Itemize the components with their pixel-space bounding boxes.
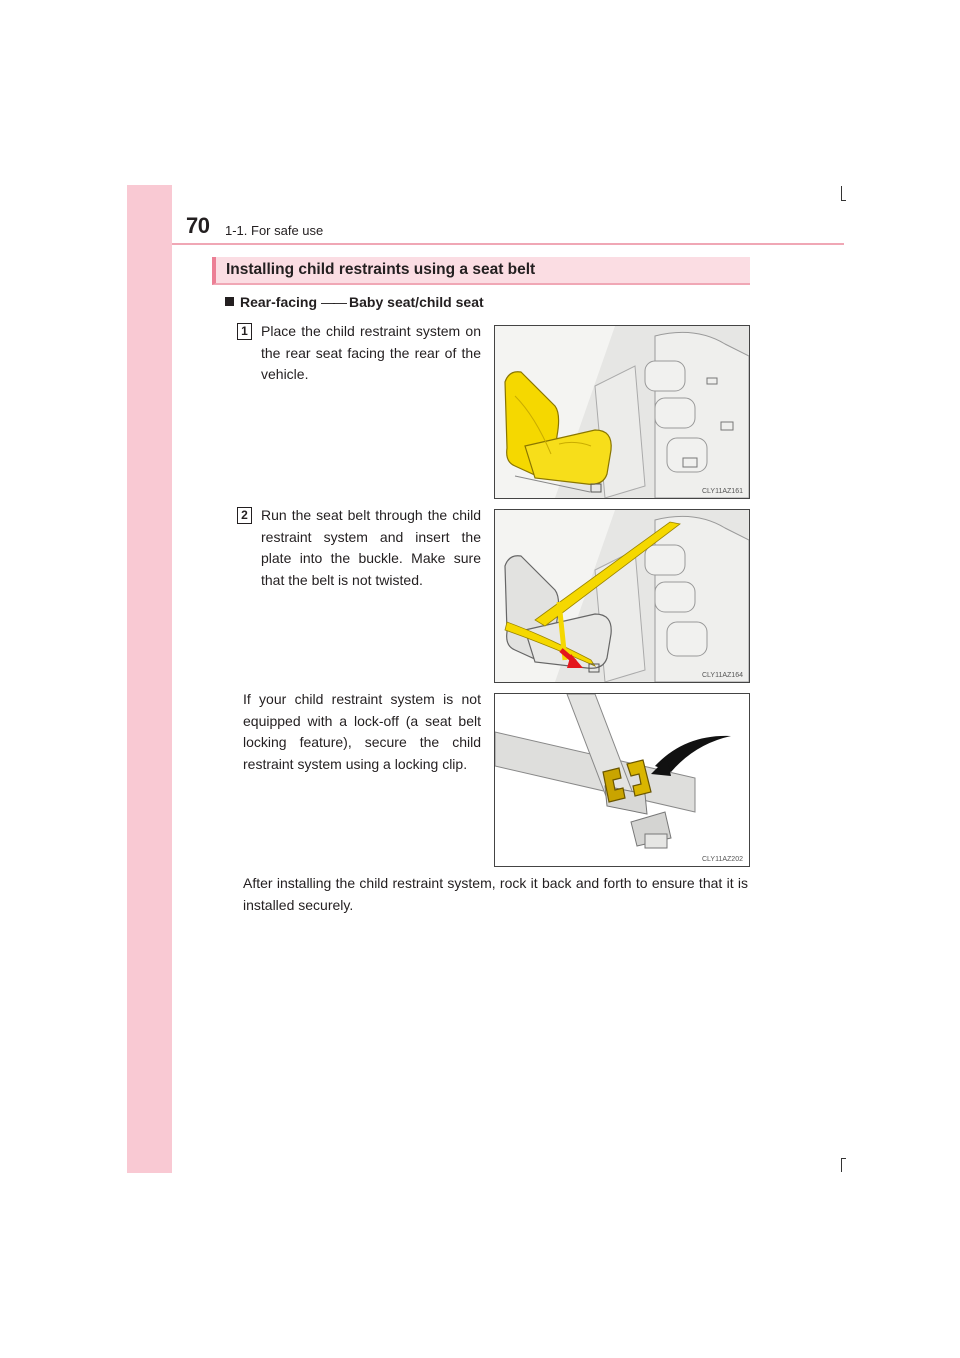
crop-mark-bottom-h bbox=[841, 1158, 846, 1159]
note-text: If your child restraint system is not equipped with a lock-off (a seat belt locking feature), secure the child restraint system using a locking clip. bbox=[243, 691, 481, 772]
figure-locking-clip bbox=[494, 693, 750, 867]
figure-2-code: CLY11AZ164 bbox=[702, 672, 743, 679]
subheading-part1: Rear-facing bbox=[240, 294, 318, 310]
crop-mark-top bbox=[841, 186, 842, 200]
subheading-dash: —— bbox=[321, 294, 346, 310]
crop-mark-bottom bbox=[841, 1158, 842, 1172]
subheading bbox=[225, 294, 484, 310]
figure-step-2 bbox=[494, 509, 750, 683]
rear-facing-seat-illustration bbox=[495, 326, 749, 498]
step-2-text: Run the seat belt through the child restraint system and insert the plate into the buckle. Make sure that the belt is not twisted. bbox=[261, 507, 481, 588]
section-heading-box bbox=[212, 257, 750, 285]
step-1-text: Place the child restraint system on the rear seat facing the rear of the vehicle. bbox=[261, 323, 481, 382]
locking-clip-illustration bbox=[495, 694, 749, 866]
figure-step-1 bbox=[494, 325, 750, 499]
side-tab-band bbox=[127, 185, 172, 1173]
figure-3-code: CLY11AZ202 bbox=[702, 856, 743, 863]
closing-text: After installing the child restraint system, rock it back and forth to ensure that it is installed securely. bbox=[243, 875, 748, 913]
square-bullet-icon bbox=[225, 297, 234, 306]
section-heading: Installing child restraints using a seat belt bbox=[226, 261, 536, 278]
crop-mark-top-h bbox=[841, 200, 846, 201]
header-rule bbox=[172, 243, 844, 245]
belt-routing-illustration bbox=[495, 510, 749, 682]
step-2-number: 2 bbox=[237, 507, 252, 524]
step-1-number: 1 bbox=[237, 323, 252, 340]
subheading-part2: Baby seat/child seat bbox=[349, 294, 484, 310]
figure-1-code: CLY11AZ161 bbox=[702, 488, 743, 495]
page-number: 70 bbox=[186, 213, 210, 238]
section-title: 1-1. For safe use bbox=[225, 223, 324, 238]
